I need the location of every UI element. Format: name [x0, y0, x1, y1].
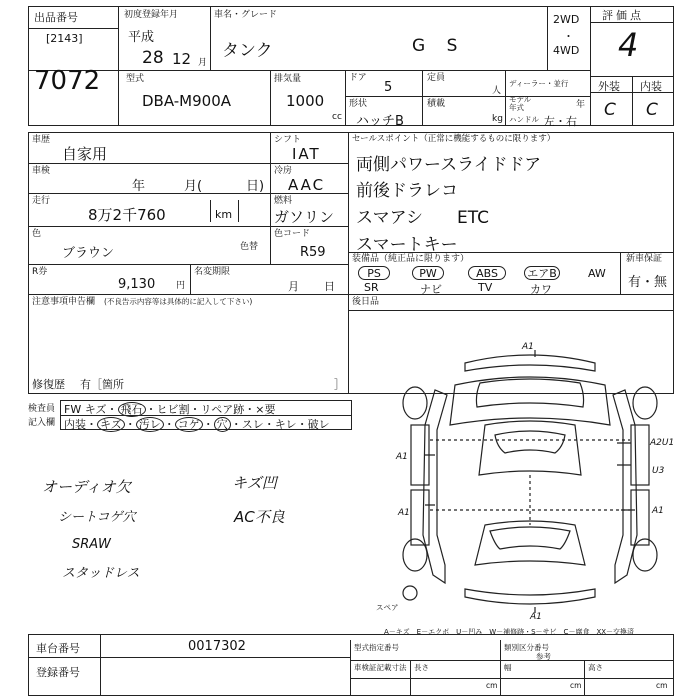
aircon-label: 冷房 [274, 166, 293, 176]
shape-value: ハッチB [356, 114, 404, 129]
chassis-value: 0017302 [188, 639, 246, 654]
registration-year: 28 [142, 48, 164, 68]
door-value: 5 [384, 80, 393, 95]
note-sraw: SRAW [72, 537, 111, 552]
divider [270, 132, 271, 264]
registration-label: 初度登録年月 [124, 10, 179, 20]
color-value: ブラウン [62, 246, 115, 261]
divider [350, 640, 351, 696]
caution-note: (不良告示内容等は具体的に記入して下さい) [104, 297, 253, 306]
chassis-label: 車台番号 [36, 642, 80, 655]
color-number-label: 色替 [240, 242, 259, 252]
inspector-label-2: 記入欄 [28, 418, 56, 428]
inspector-rub: スレ [241, 418, 264, 431]
new-warranty-label: 新車保証 [626, 254, 663, 264]
lot-bracket-number: [2143] [46, 32, 83, 45]
repair-close-bracket: ］ [334, 378, 345, 391]
mileage-unit: km [215, 208, 233, 221]
note-scratch-dent: キズ凹 [232, 474, 277, 492]
divider [350, 660, 674, 661]
recycle-unit: 円 [176, 281, 186, 291]
color-code-label: 色コード [274, 229, 311, 239]
name-change-day-unit: 日 [324, 280, 335, 293]
divider [632, 76, 633, 126]
divider [238, 200, 239, 222]
divider [620, 252, 621, 294]
inspector-tear: 破レ [307, 418, 330, 431]
exterior-value: C [604, 100, 616, 120]
registration-month-unit: 月 [198, 58, 208, 68]
shift-label: シフト [274, 135, 302, 145]
repair-label: 修復歴 [32, 378, 65, 391]
inspector-dirt: 汚レ [136, 417, 164, 432]
shape-label: 形状 [349, 99, 368, 109]
drive-dot: ・ [563, 30, 574, 43]
displacement-unit: cc [332, 112, 342, 122]
divider [348, 310, 674, 311]
divider [547, 6, 548, 70]
inspector-needed: ×要 [255, 403, 276, 416]
model-grade: G S [412, 36, 466, 56]
inspector-row-1: FW キズ・ 飛石 ・ヒビ割・リペア跡・×要 [64, 403, 276, 416]
history-label: 車歴 [32, 135, 51, 145]
car-damage-diagram [385, 335, 675, 625]
fuel-value: ガソリン [274, 208, 335, 226]
color-code-value: R59 [300, 245, 326, 260]
equip-ps: PS [358, 266, 390, 280]
divider [590, 6, 591, 126]
divider [190, 264, 191, 294]
divider [28, 28, 118, 29]
divider [505, 70, 506, 126]
registration-month: 12 [172, 50, 192, 68]
divider [500, 660, 501, 696]
interior-label: 内装 [640, 80, 662, 93]
name-change-label: 名変期限 [194, 267, 231, 277]
type-label: 型式 [126, 74, 145, 84]
displacement-label: 排気量 [274, 74, 302, 84]
divider [348, 132, 349, 394]
type-value: DBA-M900A [142, 92, 232, 110]
load-unit: kg [492, 114, 503, 124]
damage-legend: A－キズ E－エクボ U－凹み W－補修跡・S－サビ C－腐食 XX－交換済 [384, 628, 635, 636]
mileage-label: 走行 [32, 196, 51, 206]
mark-left-front: A1 [396, 452, 408, 462]
color-label: 色 [32, 229, 42, 239]
interior-value: C [646, 100, 658, 120]
mark-right-rear: A1 [652, 506, 664, 516]
equip-leather: カワ [530, 283, 552, 296]
handle-label: ハンドル [509, 115, 539, 124]
spare-label: スペア [376, 603, 399, 612]
category-label: 類別区分番号 [504, 643, 549, 652]
width-unit: cm [570, 681, 582, 690]
divider [210, 6, 211, 70]
inspector-fw: FW [64, 403, 82, 416]
mark-rear: A1 [530, 612, 542, 622]
selling-point-1: 両側パワースライドドア [356, 155, 542, 175]
dealer-label: ディーラー・並行 [509, 79, 569, 88]
divider [584, 660, 585, 696]
divider [210, 200, 211, 222]
equip-airbag: エアB [524, 266, 560, 280]
reference-label: 参考 [536, 652, 551, 661]
recycle-label: R券 [32, 267, 48, 277]
note-seat-burn: シートコゲ穴 [58, 510, 136, 525]
history-value: 自家用 [62, 145, 108, 163]
name-change-month-unit: 月 [288, 280, 299, 293]
divider [410, 660, 411, 696]
repair-value: 有［箇所 [80, 378, 124, 391]
exterior-label: 外装 [598, 80, 620, 93]
divider [590, 22, 674, 23]
note-audio-missing: オーディオ欠 [42, 478, 131, 496]
inspector-scratch: キズ [84, 403, 107, 416]
delivery-label: 後日品 [352, 297, 380, 307]
mileage-value: 8万2千760 [88, 206, 166, 224]
model-name: タンク [222, 41, 273, 61]
inspector-label-1: 検査員 [28, 404, 56, 414]
registration-era: 平成 [128, 30, 155, 45]
capacity-unit: 人 [492, 86, 502, 96]
divider [345, 70, 346, 126]
inspector-interior-scratch: キズ [97, 417, 125, 432]
inspection-day-unit: 日) [246, 179, 265, 194]
model-year-label: モデル年式 [509, 95, 532, 112]
inspector-hole: 穴 [214, 417, 231, 432]
inspector-cut: キレ [274, 418, 297, 431]
equip-abs: ABS [468, 266, 506, 280]
load-label: 積載 [427, 99, 446, 109]
divider [28, 657, 350, 658]
equip-sr: SR [364, 281, 379, 294]
lot-number: 7072 [34, 66, 101, 96]
inspection-year-unit: 年 [132, 179, 146, 194]
new-warranty-value: 有・無 [628, 275, 668, 290]
inspector-stone-chip: 飛石 [118, 402, 146, 417]
inspection-month-unit: 月( [184, 179, 203, 194]
inspector-interior: 内装 [64, 418, 86, 431]
recycle-value: 9,130 [118, 277, 156, 292]
selling-point-2: 前後ドラレコ [356, 181, 458, 201]
mark-right-middle: U3 [652, 466, 665, 476]
score-label: 評価点 [602, 9, 644, 22]
lot-label: 出品番号 [34, 11, 78, 24]
divider [345, 96, 590, 97]
model-designation-label: 型式指定番号 [354, 643, 399, 652]
selling-point-3: スマアシ ETC [356, 208, 489, 228]
width-label: 幅 [504, 663, 512, 672]
inspector-crack: ヒビ割 [156, 403, 190, 416]
aircon-value: AAC [288, 176, 326, 194]
divider [100, 634, 101, 696]
equipment-label: 装備品（純正品に限ります） [352, 254, 470, 264]
score-value: 4 [618, 26, 639, 64]
caution-label: 注意事項申告欄 [32, 297, 96, 307]
equip-tv: TV [478, 281, 493, 294]
divider [28, 294, 674, 295]
divider [350, 678, 674, 679]
shift-value: IAT [292, 145, 321, 163]
mark-right-front: A2U1 [650, 438, 675, 448]
displacement-value: 1000 [286, 92, 325, 110]
divider [590, 76, 674, 77]
inspector-repair-mark: リペア跡 [200, 403, 245, 416]
inspector-burn: コゲ [175, 417, 203, 432]
capacity-label: 定員 [427, 73, 446, 83]
height-label: 高さ [588, 663, 603, 672]
model-year-unit: 年 [576, 100, 586, 110]
equip-navi: ナビ [420, 283, 442, 296]
length-unit: cm [486, 681, 498, 690]
mark-left-rear: A1 [398, 508, 410, 518]
model-label: 車名・グレード [214, 10, 278, 20]
inspector-row-2: 内装・ キズ ・ 汚レ ・ コゲ ・ 穴 ・スレ・キレ・破レ [64, 418, 330, 431]
equip-aw: AW [588, 267, 606, 280]
note-studless: スタッドレス [62, 566, 140, 581]
mark-front: A1 [522, 342, 534, 352]
equip-pw: PW [412, 266, 444, 280]
registration-no-label: 登録番号 [36, 666, 80, 679]
divider [28, 264, 348, 265]
divider [348, 252, 674, 253]
length-label: 長さ [414, 663, 429, 672]
height-unit: cm [656, 681, 668, 690]
fuel-label: 燃料 [274, 196, 293, 206]
divider [118, 6, 119, 126]
vehicle-size-label: 車検証記載寸法 [354, 663, 407, 672]
note-ac-defect: AC不良 [234, 508, 285, 526]
selling-points-label: セールスポイント（正常に機能するものに限ります） [352, 134, 556, 144]
door-label: ドア [349, 73, 367, 83]
divider [270, 70, 271, 126]
inspection-label: 車検 [32, 166, 51, 176]
selling-point-4: スマートキー [356, 235, 458, 255]
divider [422, 70, 423, 126]
drive-2wd: 2WD [553, 13, 580, 26]
drive-4wd: 4WD [553, 44, 580, 57]
handle-value: 左・右 [544, 115, 577, 128]
